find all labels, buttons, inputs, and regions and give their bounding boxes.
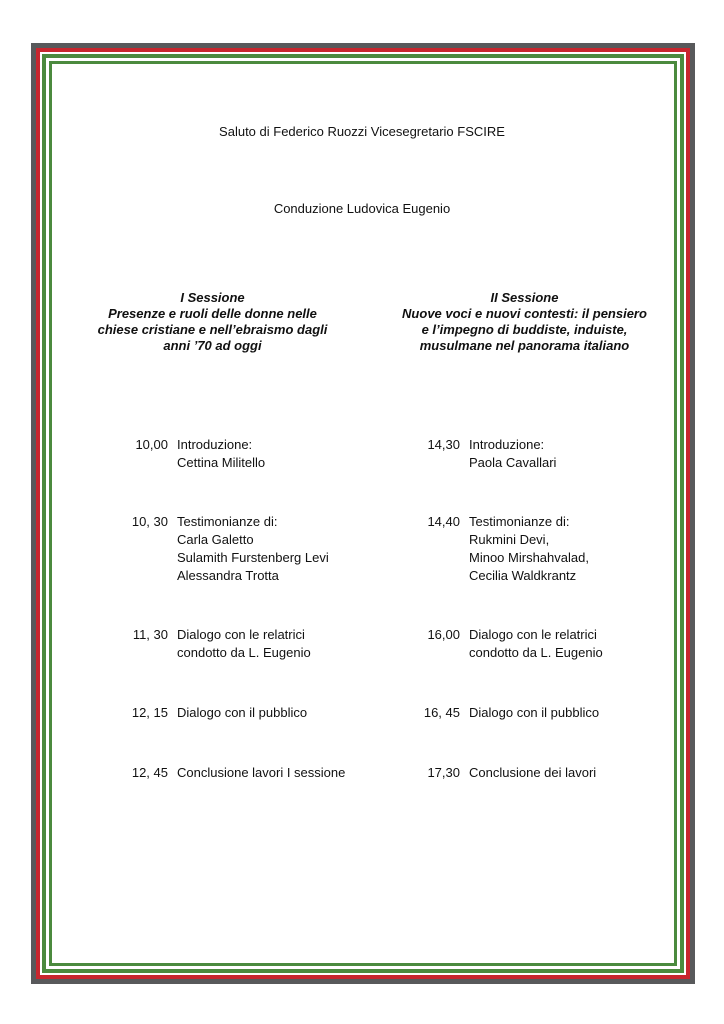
session2-schedule-item	[423, 704, 600, 722]
session2-subtitle-line: Nuove voci e nuovi contesti: il pensiero	[402, 306, 647, 321]
session2-schedule-item	[427, 513, 589, 585]
schedule-time: 10, 30	[131, 514, 168, 529]
schedule-text: Conclusione dei lavori	[469, 765, 597, 780]
schedule-text: Conclusione lavori I sessione	[177, 765, 346, 780]
session1-schedule-item	[135, 436, 266, 472]
schedule-time: 11, 30	[132, 627, 168, 642]
schedule-text: Dialogo con il pubblico	[177, 705, 308, 720]
schedule-text: Introduzione:	[469, 437, 545, 452]
schedule-time: 12, 45	[131, 765, 168, 780]
schedule-time: 10,00	[135, 437, 168, 452]
session2-subtitle-line: e l’impegno di buddiste, induiste,	[421, 322, 628, 337]
session1-subtitle-line: Presenze e ruoli delle donne nelle	[108, 306, 317, 321]
schedule-text: Cettina Militello	[177, 455, 266, 470]
schedule-time: 14,30	[427, 437, 460, 452]
moderation-line: Conduzione Ludovica Eugenio	[273, 201, 451, 216]
session1-heading	[70, 290, 355, 354]
session1-schedule-item	[132, 626, 311, 662]
schedule-time: 17,30	[427, 765, 460, 780]
schedule-text: Dialogo con le relatrici	[469, 627, 597, 642]
schedule-text: Dialogo con le relatrici	[177, 627, 305, 642]
schedule-text: Testimonianze di:	[469, 514, 570, 529]
schedule-time: 14,40	[427, 514, 460, 529]
schedule-text: Paola Cavallari	[469, 455, 557, 470]
schedule-text: Alessandra Trotta	[177, 568, 279, 583]
schedule-text: condotto da L. Eugenio	[177, 645, 311, 660]
schedule-text: Cecilia Waldkrantz	[469, 568, 577, 583]
schedule-text: condotto da L. Eugenio	[469, 645, 603, 660]
greeting-line: Saluto di Federico Ruozzi Vicesegretario FSCIRE	[219, 124, 505, 139]
schedule-text: Introduzione:	[177, 437, 253, 452]
session1-subtitle-line: chiese cristiane e nell’ebraismo dagli	[97, 322, 328, 337]
session2-subtitle-line: musulmane nel panorama italiano	[419, 338, 630, 353]
session2-schedule-item	[427, 626, 603, 662]
schedule-text: Carla Galetto	[177, 532, 254, 547]
session2-schedule-item	[427, 764, 597, 782]
session1-schedule-item	[131, 704, 308, 722]
session2-title: II Sessione	[490, 290, 559, 305]
schedule-time: 12, 15	[131, 705, 168, 720]
schedule-text: Sulamith Furstenberg Levi	[177, 550, 329, 565]
session1-subtitle-line: anni ’70 ad oggi	[163, 338, 262, 353]
schedule-text: Minoo Mirshahvalad,	[469, 550, 589, 565]
session1-schedule-item	[131, 764, 346, 782]
session1-title: I Sessione	[180, 290, 245, 305]
session2-heading	[372, 290, 677, 354]
session2-schedule-item	[427, 436, 557, 472]
schedule-text: Rukmini Devi,	[469, 532, 550, 547]
schedule-time: 16, 45	[423, 705, 460, 720]
schedule-time: 16,00	[427, 627, 460, 642]
session1-schedule-item	[131, 513, 329, 585]
schedule-text: Dialogo con il pubblico	[469, 705, 600, 720]
schedule-text: Testimonianze di:	[177, 514, 278, 529]
